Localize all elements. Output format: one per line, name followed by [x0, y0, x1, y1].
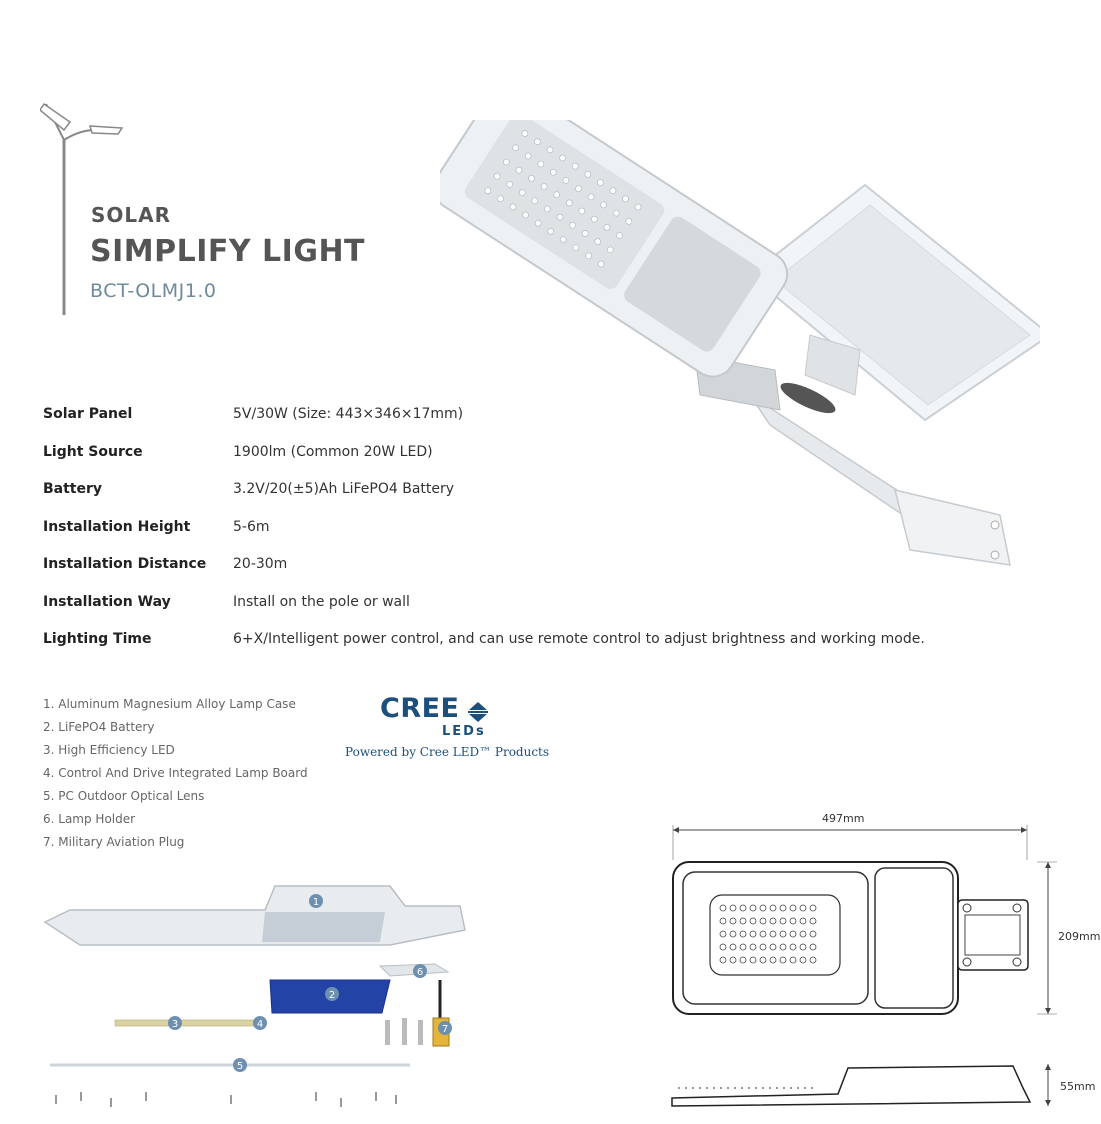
spec-row [43, 588, 1043, 626]
spec-value: 3.2V/20(±5)Ah LiFePO4 Battery [233, 481, 455, 497]
lamp-case-shape [45, 886, 465, 945]
spec-label: Lighting Time [43, 631, 152, 647]
spec-label: Installation Height [43, 518, 191, 535]
dimension-drawing-side [668, 1058, 1068, 1113]
list-item: 2. LiFePO4 Battery [43, 720, 155, 734]
cree-wordmark: CREE [380, 693, 460, 724]
marker-5-label: 5 [236, 1061, 244, 1072]
list-item: 4. Control And Drive Integrated Lamp Board [43, 766, 308, 780]
cree-arrows-icon [467, 701, 489, 723]
spec-row [43, 438, 1043, 476]
spec-value: 5V/30W (Size: 443×346×17mm) [233, 406, 464, 422]
marker-7-label: 7 [441, 1024, 449, 1035]
spec-value: 20-30m [233, 556, 288, 572]
lamp-outline-top [673, 862, 958, 1014]
parts-list [43, 695, 308, 856]
spec-row [43, 625, 1043, 663]
list-item: 5. PC Outdoor Optical Lens [43, 789, 205, 803]
marker-2-label: 2 [328, 990, 336, 1001]
spec-row [43, 550, 1043, 588]
spec-value: 5-6m [233, 518, 270, 535]
spec-label: Installation Way [43, 593, 171, 610]
product-title: SIMPLIFY LIGHT [90, 234, 366, 269]
dimension-depth-label: 55mm [1060, 1080, 1096, 1093]
spec-table [43, 400, 1043, 663]
spec-row [43, 475, 1043, 513]
marker-4-label: 4 [256, 1019, 264, 1030]
dimension-width-label: 497mm [822, 812, 865, 825]
list-item: 6. Lamp Holder [43, 812, 136, 826]
led-board-shape [115, 1020, 265, 1026]
brand-subtitle: SOLAR [91, 203, 172, 227]
list-item: 1. Aluminum Magnesium Alloy Lamp Case [43, 697, 296, 711]
lamp-body-shape [440, 120, 796, 385]
spec-value: Install on the pole or wall [233, 593, 410, 610]
spec-label: Light Source [43, 443, 143, 460]
marker-3-label: 3 [171, 1019, 179, 1030]
spec-row [43, 400, 1043, 438]
spec-label: Solar Panel [43, 406, 133, 422]
dimension-drawing-top [665, 820, 1065, 1020]
spec-label: Battery [43, 481, 103, 497]
marker-1-label: 1 [312, 897, 320, 908]
marker-6-label: 6 [416, 967, 424, 978]
model-number: BCT-OLMJ1.0 [90, 280, 217, 302]
dimension-height-label: 209mm [1058, 930, 1101, 943]
cree-tagline: Powered by Cree LED™ Products [345, 745, 550, 759]
exploded-view-diagram [40, 880, 480, 1110]
cree-leds-text: LEDs [442, 724, 486, 739]
spec-value: 1900lm (Common 20W LED) [233, 443, 433, 460]
spec-row [43, 513, 1043, 551]
list-item: 7. Military Aviation Plug [43, 835, 185, 849]
spec-value: 6+X/Intelligent power control, and can use remote control to adjust brightness and working mode. [233, 631, 925, 647]
list-item: 3. High Efficiency LED [43, 743, 175, 757]
spec-label: Installation Distance [43, 556, 207, 572]
